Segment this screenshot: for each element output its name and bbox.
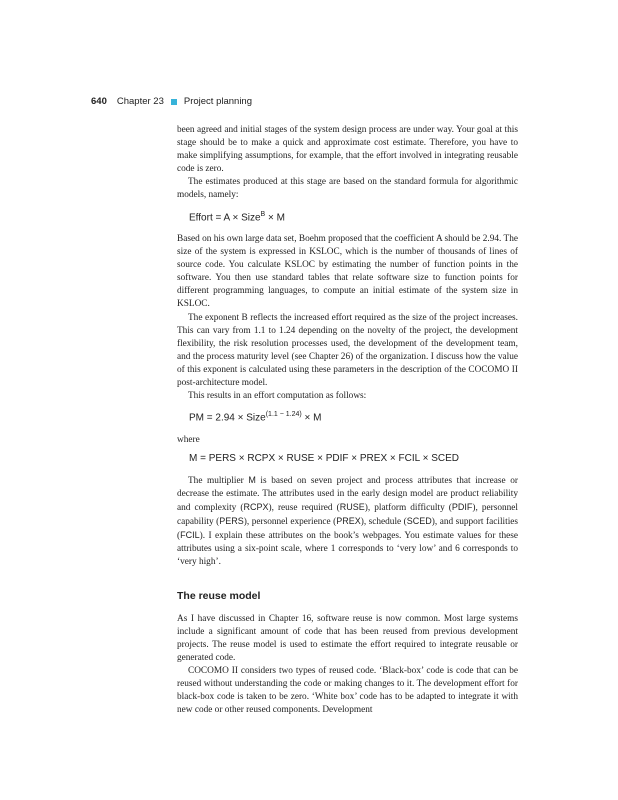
paragraph: The exponent B reflects the increased effort required as the size of the project increases. This can vary from 1.1 to 1.24 depending on the novelty of the project, the development flexibility, the risk resolution processes used, the development of the development team, and the process maturity level (see Chapter 26) of the organization. I discuss how the value of this exponent is calculated using these parameters in the description of the COCOMO II post-architecture model. (177, 312, 518, 389)
paragraph: The multiplier M is based on seven project and process attributes that increase or decrease the estimate. The attributes used in the early design model are product reliability and complexity (RCPX), reuse required (RUSE), platform difficulty (PDIF), personnel capability (PERS), personnel experience (PREX), schedule (SCED), and support facilities (FCIL). I explain these attributes on the book’s webpages. You estimate values for these attributes using a six-point scale, where 1 corresponds to ‘very low’ and 6 corresponds to ‘very high’. (177, 474, 519, 568)
square-bullet-icon (171, 99, 177, 105)
page-number: 640 (91, 96, 107, 107)
paragraph: As I have discussed in Chapter 16, software reuse is now common. Most large systems include a significant amount of code that has been reused from previous development projects. The reuse model is used to estimate the effort required to integrate reusable or generated code. (177, 613, 518, 663)
paragraph: been agreed and initial stages of the system design process are under way. Your goal at this stage should be to make a quick and approximate cost estimate. Therefore, you have to make simplifying assumptions, for example, that the effort involved in integrating reusable code is zero. (177, 125, 518, 175)
running-head (91, 96, 531, 107)
paragraph: This results in an effort computation as follows: (188, 391, 367, 402)
where-label: where (177, 434, 200, 445)
paragraph: Based on his own large data set, Boehm proposed that the coefficient A should be 2.94. The size of the system is expressed in KSLOC, which is the number of thousands of lines of source code. You calculate KSLOC by estimating the number of function points in the software. You then use standard tables that relate software size to function points for different programming languages, to compute an initial estimate of the system size in KSLOC. (177, 233, 518, 310)
paragraph: COCOMO II considers two types of reused code. ‘Black-box’ code is code that can be reused without understanding the code or making changes to it. The development effort for black-box code is taken to be zero. ‘White box’ code has to be adapted to integrate it with new code or other reused components. Development (177, 665, 518, 716)
chapter-label: Chapter 23 (116, 96, 164, 107)
section-heading: The reuse model (177, 590, 261, 603)
equation-pm: PM = 2.94 × Size$^{(1.1 - 1.24)}$ × M (189, 411, 322, 424)
body-text (177, 124, 518, 717)
chapter-title: Project planning (183, 96, 253, 107)
paragraph: The estimates produced at this stage are based on the standard formula for algorithmic models, namely: (177, 177, 518, 201)
equation-effort: Effort = A × Size$^B$ × M (189, 210, 285, 223)
equation-multiplier: M = PERS × RCPX × RUSE × PDIF × PREX × FCIL × SCED (189, 452, 459, 464)
